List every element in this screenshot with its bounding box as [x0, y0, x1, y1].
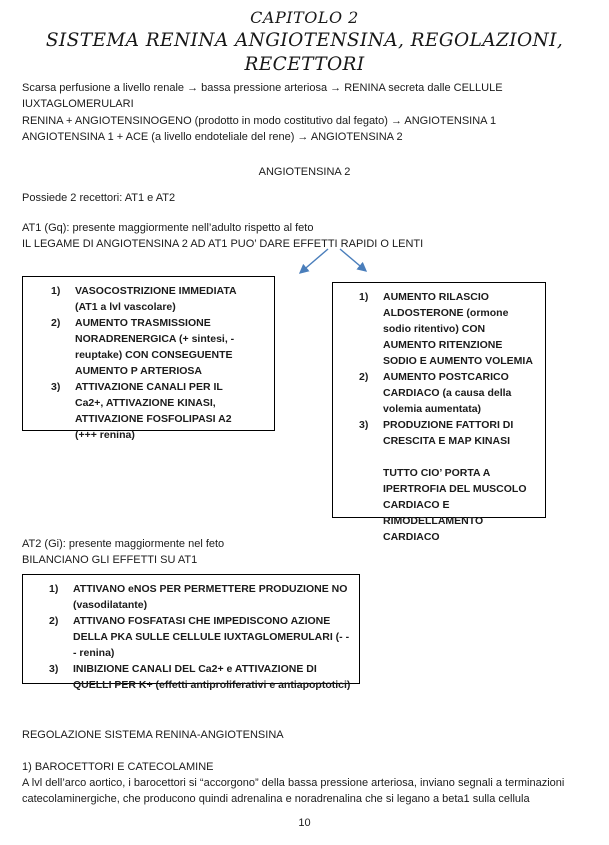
item-text: INIBIZIONE CANALI DEL Ca2+ e ATTIVAZIONE DI QUELLI PER K+ (effetti antiproliferativi e antiapoptotici)	[73, 663, 351, 691]
paragraph-perfusion-flow: Scarsa perfusione a livello renale → bassa pressione arteriosa → RENINA secreta dalle CELLULE IUXTAGLOMERULARI	[22, 82, 503, 110]
hypertrophy-note: TUTTO CIO’ PORTA A IPERTROFIA DEL MUSCOLO CARDIACO E RIMODELLAMENTO CARDIACO	[383, 467, 527, 543]
baroreceptors-title: 1) BAROCETTORI E CATECOLAMINE	[22, 761, 214, 773]
slow-effects-box	[332, 282, 546, 543]
item-number: 2)	[359, 371, 369, 383]
chapter-title	[0, 7, 609, 77]
at2-effects-box	[22, 574, 360, 691]
paragraph-at2	[22, 536, 594, 568]
at1-description: AT1 (Gq): presente maggiormente nell’adulto rispetto al feto	[22, 222, 314, 234]
angiotensina2-heading: ANGIOTENSINA 2	[258, 166, 351, 178]
paragraph-renin-cascade	[22, 113, 594, 145]
item-text: AUMENTO POSTCARICO CARDIACO (a causa della volemia aumentata)	[383, 371, 512, 415]
list-item	[51, 283, 268, 315]
item-text: ATTIVANO eNOS PER PERMETTERE PRODUZIONE NO (vasodilatante)	[73, 583, 348, 611]
rapid-effects-box	[22, 276, 275, 441]
regulation-heading: REGOLAZIONE SISTEMA RENINA-ANGIOTENSINA	[22, 729, 284, 741]
ace-line: ANGIOTENSINA 1 + ACE (a livello endoteliale del rene) → ANGIOTENSINA 2	[22, 131, 403, 143]
chapter-number: CAPITOLO 2	[250, 8, 359, 27]
paragraph-receptors: Possiede 2 recettori: AT1 e AT2	[22, 192, 176, 204]
item-text: AUMENTO RILASCIO ALDOSTERONE (ormone sodio ritentivo) CON AUMENTO RITENZIONE SODIO E AUMENTO VOLEMIA	[383, 291, 533, 367]
item-text: VASOCOSTRIZIONE IMMEDIATA (AT1 a lvl vascolare)	[75, 285, 237, 313]
item-number: 1)	[49, 583, 59, 595]
baroreceptors-body: A lvl dell’arco aortico, i barocettori si “accorgono” della bassa pressione arteriosa, inviano segnali a terminazioni catecolaminergiche, che producono quindi adrenalina e noradrenalina che si legano a beta1 sulla cellula	[22, 777, 565, 805]
arrow-to-slow-effects-icon	[340, 249, 366, 271]
list-item	[51, 379, 268, 443]
item-text: AUMENTO TRASMISSIONE NORADRENERGICA (+ sintesi, - reuptake) CON CONSEGUENTE AUMENTO P ARTERIOSA	[75, 317, 235, 377]
list-item	[49, 581, 353, 613]
at1-effects-line: IL LEGAME DI ANGIOTENSINA 2 AD AT1 PUO’ DARE EFFETTI RAPIDI O LENTI	[22, 238, 424, 250]
list-item	[359, 417, 539, 449]
at2-description: AT2 (Gi): presente maggiormente nel feto	[22, 538, 225, 550]
item-number: 3)	[49, 663, 59, 675]
arrow-to-rapid-effects-icon	[300, 249, 328, 273]
list-item	[359, 369, 539, 417]
item-text: PRODUZIONE FATTORI DI CRESCITA E MAP KINASI	[383, 419, 514, 447]
item-number: 3)	[359, 419, 369, 431]
split-arrows	[288, 245, 380, 278]
item-number: 3)	[51, 381, 61, 393]
list-item	[51, 315, 268, 379]
renin-line: RENINA + ANGIOTENSINOGENO (prodotto in modo costitutivo dal fegato) → ANGIOTENSINA 1	[22, 115, 497, 127]
item-number: 1)	[359, 291, 369, 303]
page-number: 10	[298, 817, 311, 829]
item-number: 1)	[51, 285, 61, 297]
at2-balance-line: BILANCIANO GLI EFFETTI SU AT1	[22, 554, 198, 566]
chapter-name: SISTEMA RENINA ANGIOTENSINA, REGOLAZIONI, RECETTORI	[45, 30, 564, 75]
item-number: 2)	[51, 317, 61, 329]
list-item	[49, 613, 353, 661]
list-item	[359, 289, 539, 369]
item-text: ATTIVANO FOSFATASI CHE IMPEDISCONO AZIONE DELLA PKA SULLE CELLULE IUXTAGLOMERULARI (- - - renina)	[73, 615, 350, 659]
baroreceptors-section	[22, 759, 594, 807]
list-item	[49, 661, 353, 693]
item-number: 2)	[49, 615, 59, 627]
item-text: ATTIVAZIONE CANALI PER IL Ca2+, ATTIVAZIONE KINASI, ATTIVAZIONE FOSFOLIPASI A2 (+++ renina)	[75, 381, 232, 441]
